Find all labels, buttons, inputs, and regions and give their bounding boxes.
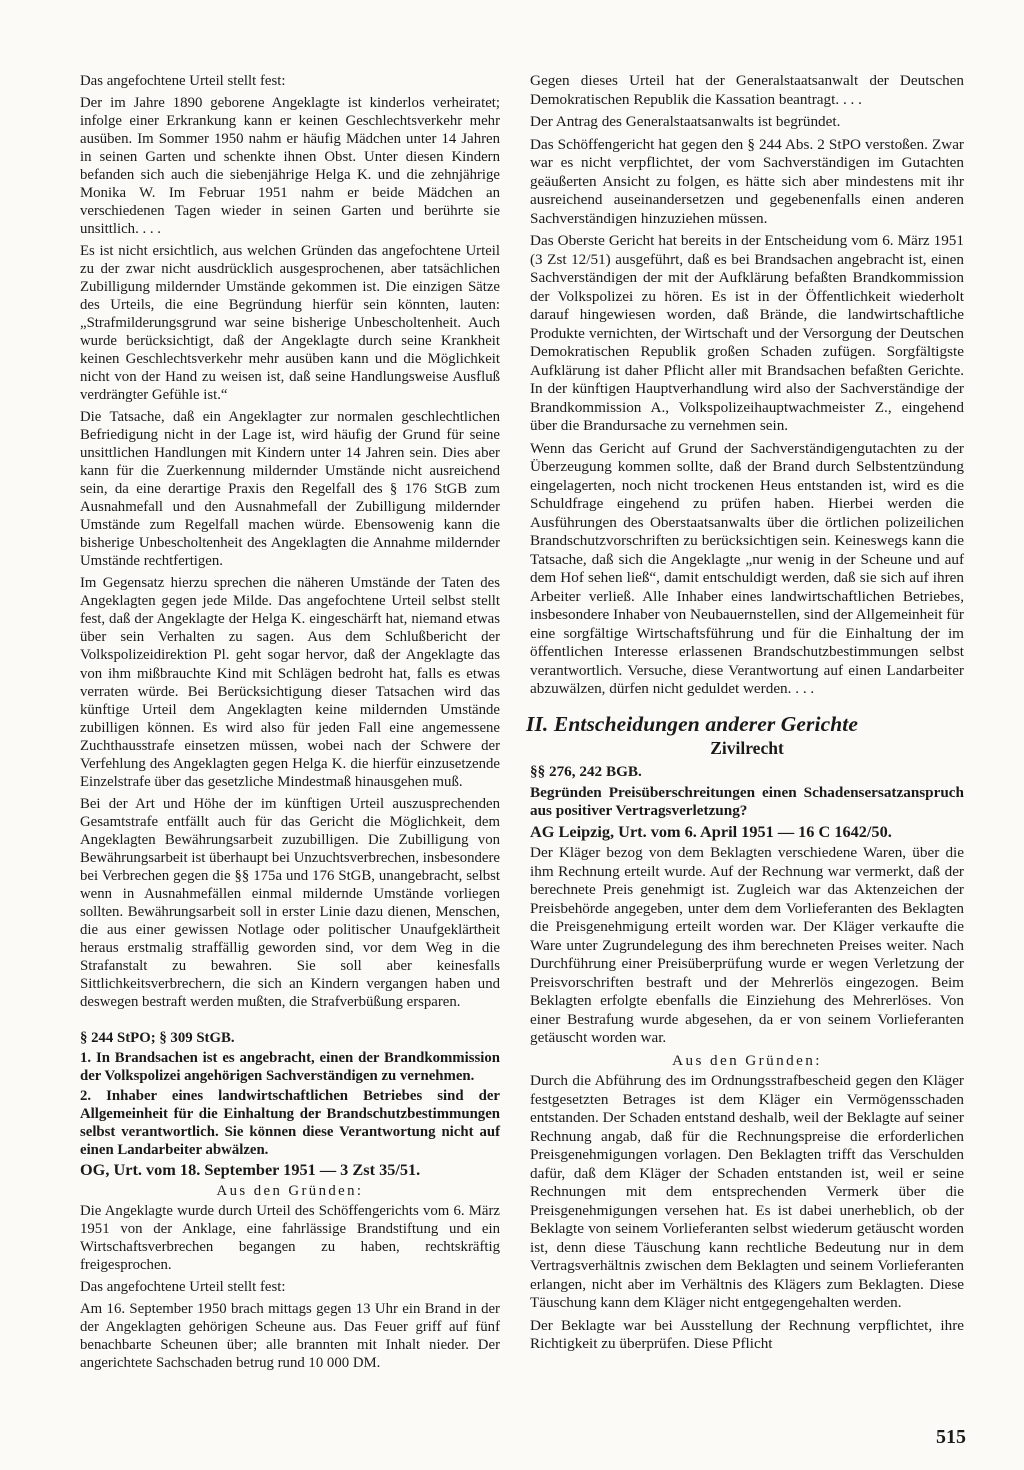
headnote: Begründen Preisüberschreitungen einen Schadensersatzanspruch aus positiver Vertragsverletzung?	[530, 783, 964, 819]
headnote-2: 2. Inhaber eines landwirtschaftlichen Betriebes sind der Allgemeinheit für die Einhaltung der Brandschutzbestimmungen selbst verantwortlich. Sie können diese Verantwortung nicht auf einen Landarbeiter abwälzen.	[80, 1087, 500, 1158]
subsection-title: Zivilrecht	[710, 737, 784, 758]
paragraph: Der Antrag des Generalstaatsanwalts ist begründet.	[530, 113, 841, 130]
grounds-heading: Aus den Gründen:	[216, 1182, 364, 1199]
court-citation: AG Leipzig, Urt. vom 6. April 1951 — 16 C 1642/50.	[530, 821, 892, 841]
headnote-1: 1. In Brandsachen ist es angebracht, einen der Brandkommission der Volkspolizei angehörigen Sachverständigen zu vernehmen.	[80, 1049, 500, 1084]
section-title: II. Entscheidungen anderer Gerichte	[526, 711, 859, 736]
paragraph: Der im Jahre 1890 geborene Angeklagte ist kinderlos verheiratet; infolge einer Erkrankung kann er keinen Geschlechtsverkehr mehr ausüben. Im Sommer 1950 nahm er häufig Mädchen unter 14 Jahren in seinen Garten und schenkte ihnen Obst. Unter diesen Kindern befanden sich auch die siebenjährige Helga K. und die zehnjährige Monika W. Im Februar 1951 nahm er beide Mädchen an verschiedenen Tagen wieder in seinen Garten und berührte sie unsittlich. . . .	[80, 95, 500, 238]
left-column	[80, 72, 500, 1376]
paragraph: Die Angeklagte wurde durch Urteil des Schöffengerichts vom 6. März 1951 von der Anklage, eine fahrlässige Brandstiftung und ein Wirtschaftsverbrechen begangen zu haben, rechtskräftig freigesprochen.	[80, 1202, 500, 1273]
paragraph: Das angefochtene Urteil stellt fest:	[80, 73, 286, 89]
law-reference: § 244 StPO; § 309 StGB.	[80, 1029, 235, 1046]
paragraph: Durch die Abführung des im Ordnungsstrafbescheid gegen den Kläger festgesetzten Betrages ist dem Kläger ein Vermögensschaden entstanden. Der Schaden entstand deshalb, weil der Beklagte auf seiner Rechnung angab, daß für die Rechnungspreise die erforderlichen Preisgenehmigungen vorlagen. Den Beklagten trifft das Verschulden dafür, daß dem Kläger der Schaden entstanden ist, weil er seine Rechnungen mit dem entsprechenden Vermerk über die Preisgenehmigungen versehen hat. Es ist dabei unerheblich, ob der Beklagte von seinem Vorlieferanten selbst wiederum getäuscht worden ist, denn diese Täuschung kann rechtliche Bedeutung nur in dem Vertragsverhältnis zwischen dem Beklagten und seinem Vorlieferanten erlangen, nicht aber im Verhältnis des Klägers zum Beklagten. Diese Täuschung kann dem Kläger nicht entgegengehalten werden.	[530, 1072, 964, 1311]
page-number: 515	[936, 1426, 966, 1448]
court-citation: OG, Urt. vom 18. September 1951 — 3 Zst 35/51.	[80, 1159, 421, 1179]
paragraph: Am 16. September 1950 brach mittags gegen 13 Uhr ein Brand in der der Angeklagten gehörigen Scheune aus. Das Feuer griff auf fünf benachbarte Scheunen über; alle brannten mit Inhalt nieder. Der angerichtete Sachschaden betrug rund 10 000 DM.	[80, 1301, 500, 1372]
paragraph: Bei der Art und Höhe der im künftigen Urteil auszusprechenden Gesamtstrafe entfällt auch für das Gericht die Möglichkeit, dem Angeklagten Bewährungsarbeit zuzubilligen. Die Zubilligung von Bewährungsarbeit ist überhaupt bei Unzuchtsverbrechen, insbesondere bei Verbrechen gegen die §§ 175a und 176 StGB, unangebracht, selbst wenn in Ausnahmefällen einmal mildernde Umstände vorliegen sollten. Bewährungsarbeit soll in erster Linie dazu dienen, Menschen, die aus einer gewissen Notlage oder politischer Unaufgeklärtheit heraus erstmalig straffällig geworden sind, vor dem Weg in die Strafanstalt zu bewahren. Sie soll aber keinesfalls Sittlichkeitsverbrechern, die sich an Kindern vergangen haben und deswegen bestraft werden mußten, die Strafverbüßung ersparen.	[80, 795, 500, 1010]
law-reference: §§ 276, 242 BGB.	[530, 763, 642, 780]
paragraph: Die Tatsache, daß ein Angeklagter zur normalen geschlechtlichen Befriedigung nicht in der Lage ist, wird häufig der Grund für seine unsittlichen Handlungen mit Kindern unter 14 Jahren sein. Dies aber kann für die Zuerkennung mildernder Umstände nicht ausreichend sein, da eine derartige Praxis den Regelfall des § 176 StGB zum Ausnahmefall und den Ausnahmefall der Zubilligung mildernder Umstände zum Regelfall machen würde. Ebensowenig kann die bisherige Unbescholtenheit des Angeklagten die Annahme mildernder Umstände rechtfertigen.	[80, 409, 500, 570]
right-column	[526, 72, 964, 1358]
paragraph: Das Oberste Gericht hat bereits in der Entscheidung vom 6. März 1951 (3 Zst 12/51) ausgeführt, daß es bei Brandsachen angebracht ist, einen Sachverständigen der mit der Aufklärung befaßten Brandkommission der Volkspolizei zu hören. Es ist in der Öffentlichkeit wiederholt darauf hingewiesen worden, daß Brände, die landwirtschaftliche Produkte vernichten, der Wirtschaft und der Versorgung der Deutschen Demokratischen Republik großen Schaden zufügen. Sorgfältigste Aufklärung ist daher Pflicht aller mit Brandsachen befaßten Gerichte. In der künftigen Hauptverhandlung wird also der Sachverständige der Brandkommission A., Volkspolizeihauptwachmeister Z., eingehend über die Brandursache zu vernehmen sein.	[530, 232, 964, 434]
paragraph: Der Kläger bezog von dem Beklagten verschiedene Waren, über die ihm Rechnung erteilt wurde. Auf der Rechnung war vermerkt, daß der berechnete Preis genehmigt ist. Zugleich war das Aktenzeichen der Preisbehörde angegeben, unter dem dem Vorlieferanten des Beklagten die Preisgenehmigung erteilt worden war. Der Kläger verkaufte die Ware unter Zugrundelegung des ihm berechneten Preises weiter. Nach Durchführung einer Preisüberprüfung wurde er wegen Verletzung der Preisvorschriften bestraft und der Mehrerlös eingezogen. Beim Beklagten erfolgte ebenfalls die Einziehung des Mehrerlöses. Von einer Bestrafung wurde abgesehen, da er von seinem Vorlieferanten getäuscht worden war.	[530, 844, 964, 1046]
paragraph: Das Schöffengericht hat gegen den § 244 Abs. 2 StPO verstoßen. Zwar war es nicht verpflichtet, der vom Sachverständigen im Gutachten geäußerten Ansicht zu folgen, es hätte sich aber mindestens mit ihr ausreichend auseinandersetzen und gegebenenfalls einen anderen Sachverständigen hinzuziehen müssen.	[530, 135, 964, 227]
paragraph: Das angefochtene Urteil stellt fest:	[80, 1279, 286, 1295]
paragraph: Wenn das Gericht auf Grund der Sachverständigengutachten zu der Überzeugung kommen sollte, daß der Brand durch Selbstentzündung eingelagerten, noch nicht trockenen Heus entstanden ist, wird es die Schuldfrage eingehend zu prüfen haben. Hierbei werden die Ausführungen des Oberstaatsanwalts über die örtlichen polizeilichen Brandschutzvorschriften zu berücksichtigen sein. Keineswegs kann die Tatsache, daß sich die Angeklagte „nur wenig in der Scheune und auf dem Hof sehen ließ“, damit entschuldigt werden, daß sie sich auf ihren Arbeiter verließ. Alle Inhaber eines landwirtschaftlichen Betriebes, insbesondere Inhaber von Neubauernstellen, sind der Allgemeinheit für eine sorgfältige Wirtschaftsführung und für die Einhaltung der im öffentlichen Interesse erlassenen Brandschutzbestimmungen selbst verantwortlich. Versuche, diese Verantwortung auf einen Landarbeiter abzuwälzen, dürfen nicht geduldet werden. . . .	[530, 439, 964, 697]
paragraph: Es ist nicht ersichtlich, aus welchen Gründen das angefochtene Urteil zu der zwar nicht ausdrücklich ausgesprochenen, aber tatsächlichen Zubilligung mildernder Umstände gekommen ist. Die einzigen Sätze des Urteils, die eine Begründung hierfür sein könnten, lauten: „Strafmilderungsgrund war seine bisherige Unbescholtenheit. Auch wurde berücksichtigt, daß der Angeklagte durch seine Krankheit keinen Geschlechtsverkehr mehr ausüben kann und die Möglichkeit nicht von der Hand zu weisen ist, daß seine Handlungsweise Ausfluß verdrängter Gefühle ist.“	[80, 243, 500, 404]
paragraph: Gegen dieses Urteil hat der Generalstaatsanwalt der Deutschen Demokratischen Republik die Kassation beantragt. . . .	[530, 72, 964, 108]
paragraph: Der Beklagte war bei Ausstellung der Rechnung verpflichtet, ihre Richtigkeit zu überprüfen. Diese Pflicht	[530, 1316, 964, 1352]
paragraph: Im Gegensatz hierzu sprechen die näheren Umstände der Taten des Angeklagten gegen jede Milde. Das angefochtene Urteil selbst stellt fest, daß der Angeklagte der Helga K. eingeschärft hat, niemand etwas über sein Verhalten zu sagen. Aus dem Schlußbericht der Volkspolizeidirektion Pl. geht sogar hervor, daß der Angeklagte das von ihm mißbrauchte Kind mit Schlägen bedroht hat, falls es etwas verraten würde. Bei Berücksichtigung dieser Tatsachen wird das künftige Urteil dem Angeklagten keine mildernden Umstände zubilligen können. Es wird also für jeden Fall eine angemessene Zuchthausstrafe einsetzen müssen, wobei nach der Schwere der Verfehlung des Angeklagten gegen Helga K. die hierfür einzusetzende Einzelstrafe über das gesetzliche Mindestmaß hinausgehen muß.	[80, 575, 500, 790]
grounds-heading: Aus den Gründen:	[672, 1051, 822, 1069]
